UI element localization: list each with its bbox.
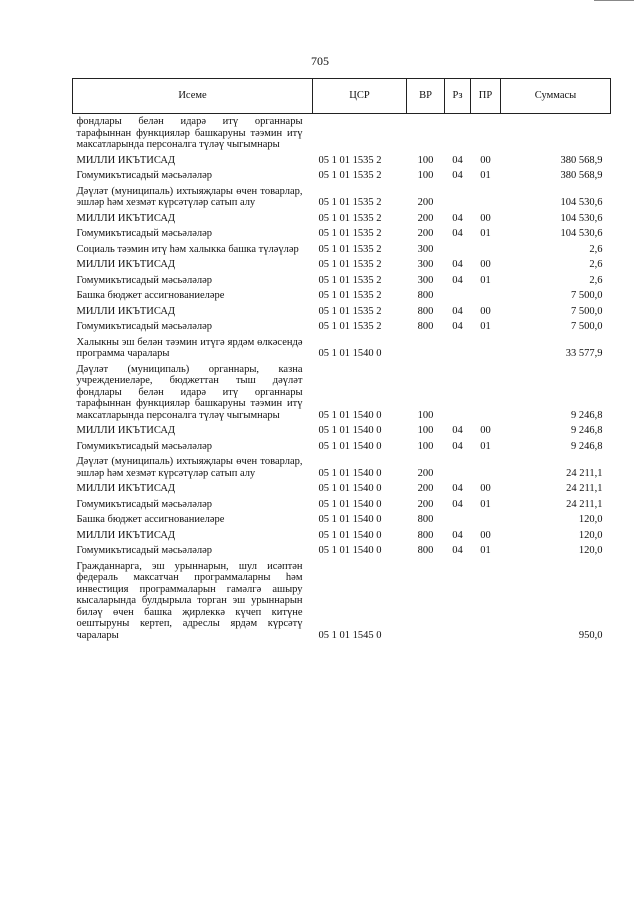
- table-row: [73, 512, 611, 528]
- cell-name: Дәүләт (муниципаль) органнары, казна учреждениеләре, бюджеттан тыш дәүләт фондлары белән идарә итү органнары тарафыннан функцияләр башкаруны тәэмин итү максатларында персоналга түләү чыгымнары: [76, 363, 303, 421]
- cell-rz: 04: [452, 154, 463, 166]
- cell-sum: 9 246,8: [571, 440, 603, 452]
- cell-csr: 05 1 01 1540 0: [318, 348, 382, 359]
- cell-vr: 200: [417, 467, 434, 479]
- cell-pr: [471, 114, 501, 153]
- cell-rz: 04: [452, 545, 463, 556]
- cell-pr: [471, 512, 501, 528]
- cell-rz: 04: [452, 440, 463, 452]
- cell-rz: [445, 335, 471, 362]
- cell-vr: 800: [417, 545, 434, 556]
- table-row: [73, 304, 611, 320]
- cell-rz: [445, 288, 471, 304]
- table-row: [73, 288, 611, 304]
- budget-table: [72, 78, 611, 643]
- table-row: [73, 335, 611, 362]
- cell-sum: 380 568,9: [560, 154, 603, 166]
- cell-pr: 01: [480, 498, 491, 510]
- cell-sum: [501, 114, 611, 153]
- table-row: [73, 226, 611, 242]
- cell-vr: 100: [417, 154, 434, 166]
- cell-sum: 7 500,0: [571, 290, 603, 301]
- cell-rz: [445, 114, 471, 153]
- cell-csr: 05 1 01 1535 2: [318, 259, 382, 270]
- cell-name: Гомумикътисадый мәсьәләләр: [76, 274, 213, 286]
- cell-pr: 01: [480, 321, 491, 332]
- cell-name: Башка бюджет ассигнованиеләре: [76, 514, 225, 525]
- cell-rz: [445, 362, 471, 424]
- table-row: [73, 362, 611, 424]
- cell-pr: 00: [480, 259, 491, 270]
- cell-sum: 380 568,9: [560, 170, 603, 181]
- table-row: [73, 114, 611, 153]
- cell-rz: 04: [452, 483, 463, 494]
- cell-sum: 2,6: [589, 259, 603, 270]
- cell-sum: 2,6: [589, 274, 603, 286]
- cell-sum: 120,0: [578, 514, 603, 525]
- cell-vr: 200: [417, 483, 434, 494]
- cell-pr: 01: [480, 170, 491, 181]
- cell-sum: 24 211,1: [566, 498, 603, 510]
- cell-rz: 04: [452, 259, 463, 270]
- cell-sum: 120,0: [578, 545, 603, 556]
- cell-pr: 00: [480, 529, 491, 541]
- cell-pr: [471, 454, 501, 481]
- cell-csr: 05 1 01 1535 2: [318, 305, 382, 317]
- cell-sum: 7 500,0: [571, 321, 603, 332]
- cell-csr: 05 1 01 1535 2: [318, 274, 382, 286]
- cell-pr: 01: [480, 274, 491, 286]
- cell-vr: 100: [417, 425, 434, 436]
- cell-pr: 00: [480, 212, 491, 224]
- cell-csr: 05 1 01 1540 0: [318, 545, 382, 556]
- cell-name: МИЛЛИ ИКЪТИСАД: [76, 259, 176, 270]
- cell-vr: 100: [417, 440, 434, 452]
- cell-rz: 04: [452, 529, 463, 541]
- table-row: [73, 153, 611, 169]
- cell-pr: [471, 242, 501, 258]
- cell-pr: [471, 362, 501, 424]
- cell-vr: 200: [417, 197, 434, 208]
- cell-vr: 100: [417, 170, 434, 181]
- cell-vr: [407, 335, 445, 362]
- page-number: 705: [311, 54, 329, 68]
- table-row: [73, 423, 611, 439]
- cell-rz: 04: [452, 274, 463, 286]
- table-row: [73, 559, 611, 644]
- cell-sum: 7 500,0: [571, 305, 603, 317]
- cell-name: Халыкны эш белән тәэмин итүгә ярдәм өлкәсендә программа чаралары: [76, 336, 303, 359]
- cell-rz: 04: [452, 425, 463, 436]
- cell-name: Гомумикътисадый мәсьәләләр: [76, 545, 213, 556]
- table-row: [73, 497, 611, 513]
- header-rz: Рз: [445, 79, 471, 114]
- cell-rz: 04: [452, 498, 463, 510]
- cell-name: Гомумикътисадый мәсьәләләр: [76, 228, 213, 239]
- table-row: [73, 481, 611, 497]
- cell-csr: 05 1 01 1535 2: [318, 154, 382, 166]
- cell-csr: 05 1 01 1535 2: [318, 212, 382, 224]
- header-sum: Суммасы: [501, 79, 611, 114]
- table-row: [73, 454, 611, 481]
- cell-pr: 00: [480, 305, 491, 317]
- cell-pr: 00: [480, 425, 491, 436]
- cell-csr: 05 1 01 1535 2: [318, 321, 382, 332]
- cell-name: Гомумикътисадый мәсьәләләр: [76, 321, 213, 332]
- cell-name: МИЛЛИ ИКЪТИСАД: [76, 529, 176, 541]
- table-row: [73, 184, 611, 211]
- table-row: [73, 543, 611, 559]
- header-name: Исеме: [73, 79, 313, 114]
- cell-pr: 01: [480, 228, 491, 239]
- table-row: [73, 319, 611, 335]
- cell-name: МИЛЛИ ИКЪТИСАД: [76, 425, 176, 436]
- cell-rz: 04: [452, 228, 463, 239]
- table-row: [73, 242, 611, 258]
- cell-name: МИЛЛИ ИКЪТИСАД: [76, 212, 176, 224]
- table-row: [73, 273, 611, 289]
- cell-name: Дәүләт (муниципаль) ихтыяҗлары өчен товарлар, эшләр һәм хезмәт күрсәтүләр сатып алу: [76, 185, 303, 208]
- cell-csr: [313, 114, 407, 153]
- cell-vr: 200: [417, 498, 434, 510]
- cell-sum: 104 530,6: [560, 197, 603, 208]
- cell-rz: 04: [452, 212, 463, 224]
- cell-name: Башка бюджет ассигнованиеләре: [76, 290, 225, 301]
- cell-sum: 9 246,8: [571, 409, 603, 421]
- cell-vr: [407, 114, 445, 153]
- cell-name: МИЛЛИ ИКЪТИСАД: [76, 483, 176, 494]
- header-pr: ПР: [471, 79, 501, 114]
- cell-name: Гражданнарга, эш урыннарын, шул исәптән федераль максатчан программаларны һәм инвестиция программаларын гамәлгә ашыру кысаларында булдырыла торган эш урыннарын биләү өчен башка җирлеккә күчеп китүне оештыруны кертеп, адреслы ярдәм күрсәтү чаралары: [76, 560, 303, 641]
- cell-sum: 104 530,6: [560, 212, 603, 224]
- cell-csr: 05 1 01 1540 0: [318, 409, 382, 421]
- cell-pr: 01: [480, 440, 491, 452]
- cell-csr: 05 1 01 1535 2: [318, 228, 382, 239]
- corner-scan-mark: [594, 0, 634, 1]
- table-body: [73, 114, 611, 644]
- cell-rz: 04: [452, 305, 463, 317]
- cell-csr: 05 1 01 1545 0: [318, 629, 382, 641]
- cell-csr: 05 1 01 1540 0: [318, 529, 382, 541]
- cell-rz: [445, 184, 471, 211]
- cell-csr: 05 1 01 1540 0: [318, 498, 382, 510]
- cell-vr: 200: [417, 228, 434, 239]
- cell-vr: 300: [417, 259, 434, 270]
- cell-csr: 05 1 01 1535 2: [318, 243, 382, 255]
- cell-vr: 800: [417, 321, 434, 332]
- cell-vr: 300: [417, 274, 434, 286]
- cell-csr: 05 1 01 1540 0: [318, 483, 382, 494]
- table-row: [73, 528, 611, 544]
- table-row: [73, 257, 611, 273]
- cell-sum: 2,6: [589, 243, 603, 255]
- table-header-row: [73, 79, 611, 114]
- cell-vr: 800: [417, 305, 434, 317]
- cell-name: Гомумикътисадый мәсьәләләр: [76, 170, 213, 181]
- cell-csr: 05 1 01 1535 2: [318, 197, 382, 208]
- cell-vr: 800: [417, 290, 434, 301]
- cell-name: МИЛЛИ ИКЪТИСАД: [76, 305, 176, 317]
- cell-sum: 33 577,9: [565, 348, 603, 359]
- cell-pr: 00: [480, 483, 491, 494]
- cell-csr: 05 1 01 1540 0: [318, 425, 382, 436]
- cell-csr: 05 1 01 1540 0: [318, 467, 382, 479]
- cell-pr: [471, 184, 501, 211]
- cell-rz: [445, 559, 471, 644]
- cell-vr: [407, 559, 445, 644]
- cell-rz: 04: [452, 321, 463, 332]
- cell-rz: [445, 454, 471, 481]
- cell-pr: 01: [480, 545, 491, 556]
- cell-sum: 24 211,1: [566, 483, 603, 494]
- cell-sum: 104 530,6: [560, 228, 603, 239]
- cell-vr: 800: [417, 529, 434, 541]
- table-row: [73, 168, 611, 184]
- cell-rz: [445, 512, 471, 528]
- cell-name: МИЛЛИ ИКЪТИСАД: [76, 154, 176, 166]
- table-row: [73, 211, 611, 227]
- cell-csr: 05 1 01 1540 0: [318, 440, 382, 452]
- cell-vr: 800: [417, 514, 434, 525]
- cell-vr: 300: [417, 243, 434, 255]
- cell-csr: 05 1 01 1535 2: [318, 170, 382, 181]
- header-vr: ВР: [407, 79, 445, 114]
- cell-name: фондлары белән идарә итү органнары тарафыннан функцияләр башкаруны тәэмин итү максатларында персоналга түләү чыгымнары: [76, 116, 303, 150]
- cell-name: Дәүләт (муниципаль) ихтыяҗлары өчен товарлар, эшләр һәм хезмәт күрсәтүләр сатып алу: [76, 456, 303, 479]
- header-csr: ЦСР: [313, 79, 407, 114]
- cell-pr: [471, 288, 501, 304]
- cell-pr: [471, 559, 501, 644]
- cell-csr: 05 1 01 1535 2: [318, 290, 382, 301]
- cell-vr: 200: [417, 212, 434, 224]
- cell-pr: [471, 335, 501, 362]
- cell-rz: [445, 242, 471, 258]
- cell-name: Гомумикътисадый мәсьәләләр: [76, 498, 213, 510]
- cell-sum: 24 211,1: [566, 467, 603, 479]
- cell-vr: 100: [417, 409, 434, 421]
- cell-sum: 9 246,8: [571, 425, 603, 436]
- cell-name: Гомумикътисадый мәсьәләләр: [76, 440, 213, 452]
- cell-pr: 00: [480, 154, 491, 166]
- table-row: [73, 439, 611, 455]
- cell-sum: 120,0: [578, 529, 603, 541]
- cell-name: Социаль тәэмин итү һәм халыкка башка түләүләр: [76, 243, 299, 255]
- cell-csr: 05 1 01 1540 0: [318, 514, 382, 525]
- cell-sum: 950,0: [578, 629, 603, 641]
- cell-rz: 04: [452, 170, 463, 181]
